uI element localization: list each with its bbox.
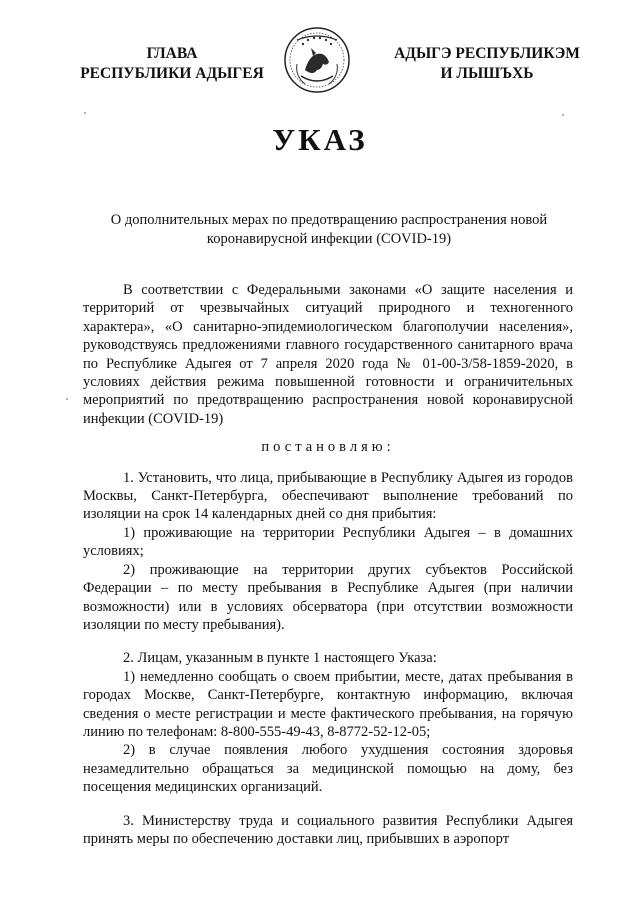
item-1-sub-1: 1) проживающие на территории Республики Адыгея – в домашних условиях; bbox=[83, 524, 573, 560]
issuer-russian bbox=[74, 44, 270, 84]
scan-speck bbox=[84, 112, 86, 114]
document-subject bbox=[100, 211, 558, 249]
preamble-block bbox=[83, 281, 573, 848]
coat-of-arms-icon bbox=[283, 26, 351, 94]
issuer-russian-line2: РЕСПУБЛИКИ АДЫГЕЯ bbox=[80, 65, 264, 82]
item-2-intro: 2. Лицам, указанным в пункте 1 настоящего Указа: bbox=[123, 650, 437, 667]
preamble-paragraph: В соответствии с Федеральными законами «О защите населения и территорий от чрезвычайных ситуаций природного и техногенного характера», «О санитарно-эпидемиологическом благополучии населения», руководствуясь предложениями главного государственного санитарного врача по Республике Адыгея от 7 апреля 2020 года № 01-00-3/58-1859-2020, в условиях действия режима повышенной готовности и ограничительных мероприятий по предотвращению распространения новой коронавирусной инфекции (COVID-19) bbox=[83, 282, 574, 427]
issuer-adyghe-line1: АДЫГЭ РЕСПУБЛИКЭМ bbox=[394, 45, 580, 62]
scan-speck bbox=[562, 114, 564, 116]
scan-speck bbox=[66, 398, 68, 400]
subject-line: коронавирусной инфекции (COVID-19) bbox=[206, 231, 452, 247]
issuer-adyghe-line2: И ЛЫШЪХЬ bbox=[440, 65, 534, 82]
document-title: УКАЗ bbox=[272, 122, 368, 157]
item-2-sub-2: 2) в случае появления любого ухудшения состояния здоровья незамедлительно обращаться за медицинской помощью на дому, без посещения медицинских организаций. bbox=[83, 742, 573, 796]
item-3: 3. Министерству труда и социального развития Республики Адыгея принять меры по обеспечению доставки лиц, прибывших в аэропорт bbox=[83, 812, 573, 847]
issuer-adyghe bbox=[392, 44, 582, 84]
item-2-sub-1: 1) немедленно сообщать о своем прибытии, месте, датах пребывания в городах Москве, Санкт-Петербурге, контактную информацию, включая сведения о месте регистрации и месте фактического пребывания, на горячую линию по телефонам: 8-800-555-49-43, 8-8772-52-12-05; bbox=[83, 668, 574, 740]
item-1-sub-2: 2) проживающие на территории других субъектов Российской Федерации – по месту пребывания в Республике Адыгея (при наличии возможности) или в условиях обсерватора (при отсутствии возможности изоляции по месту пребывания). bbox=[83, 561, 573, 633]
subject-line: О дополнительных мерах по предотвращению распространения новой bbox=[110, 212, 548, 228]
item-1-intro: 1. Установить, что лица, прибывающие в Республику Адыгея из городов Москвы, Санкт-Петербурга, обеспечивают выполнение требований по изоляции на срок 14 календарных дней со дня прибытия: bbox=[83, 469, 574, 523]
issuer-russian-line1: ГЛАВА bbox=[146, 45, 198, 62]
decree-word: постановляю: bbox=[261, 439, 395, 456]
